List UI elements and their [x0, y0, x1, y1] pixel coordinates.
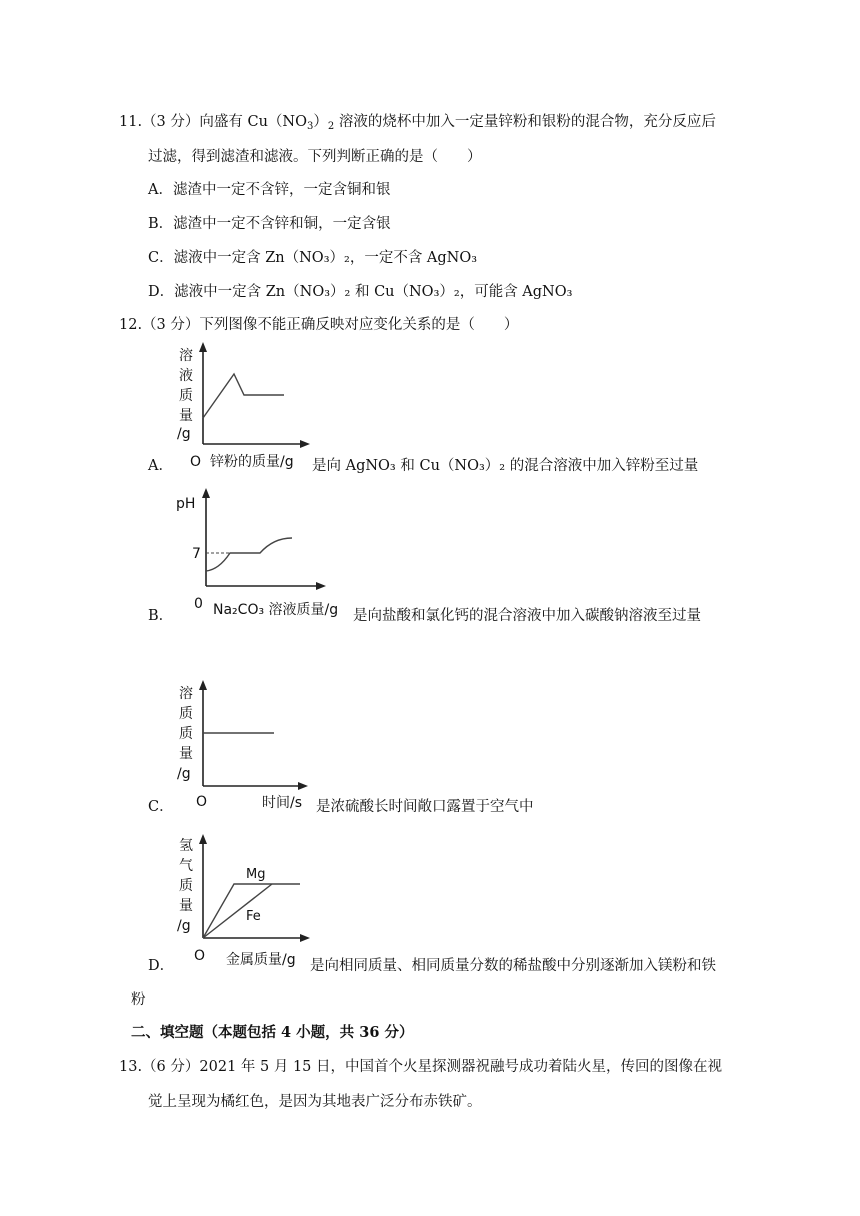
- q12-option-c-desc: 是浓硫酸长时间敞口露置于空气中: [316, 799, 534, 815]
- graph-c-ylabel-4: 量: [179, 746, 193, 762]
- graph-c-ylabel-5: /g: [177, 766, 191, 782]
- graph-a-ylabel-4: 量: [179, 408, 193, 424]
- graph-a-ylabel-2: 液: [179, 368, 193, 384]
- section-2-heading: 二、填空题（本题包括 4 小题，共 36 分）: [131, 1024, 414, 1041]
- q11-stem-line2: 过滤，得到滤渣和滤液。下列判断正确的是（ ）: [148, 149, 482, 165]
- q12-option-c-letter: C．: [148, 799, 174, 815]
- graph-a-ylabel-5: /g: [177, 426, 191, 442]
- graph-c-origin: O: [196, 794, 208, 810]
- graph-d-ylabel-3: 质: [179, 878, 193, 894]
- graph-b-tick-7: 7: [192, 546, 201, 562]
- graph-d-ylabel-2: 气: [179, 858, 193, 874]
- graph-b: [172, 486, 332, 616]
- graph-d-mg-label: Mg: [246, 867, 266, 882]
- q11-option-b: B．滤渣中一定不含锌和铜，一定含银: [148, 216, 391, 232]
- q12-option-b-letter: B．: [148, 608, 174, 624]
- q11-option-a: A．滤渣中一定不含锌，一定含铜和银: [148, 182, 391, 198]
- q13-line2: 觉上呈现为橘红色，是因为其地表广泛分布赤铁矿。: [148, 1094, 482, 1110]
- q11-stem-line1: 11.（3 分）向盛有 $Cu(NO_3)_2$ 溶液的烧杯中加入一定量锌粉和银粉的混合物，充分反应后: [119, 114, 716, 132]
- graph-c-ylabel-2: 质: [179, 706, 193, 722]
- graph-a: [172, 340, 312, 470]
- graph-c-ylabel-1: 溶: [179, 686, 193, 702]
- q13-line1: 13.（6 分）2021 年 5 月 15 日，中国首个火星探测器祝融号成功着陆火星，传回的图像在视: [119, 1059, 723, 1075]
- q12-option-d-desc-cont: 粉: [131, 992, 146, 1008]
- q11-option-c: C．滤液中一定含 Zn（NO₃）₂，一定不含 AgNO₃: [148, 250, 478, 266]
- graph-d-ylabel-4: 量: [179, 898, 193, 914]
- graph-d-fe-curve: [203, 884, 272, 938]
- q12-stem: 12.（3 分）下列图像不能正确反映对应变化关系的是（ ）: [119, 317, 519, 333]
- q12-option-a-letter: A．: [148, 458, 173, 474]
- graph-b-xlabel: Na₂CO₃ 溶液质量/g: [213, 602, 339, 618]
- graph-a-ylabel-1: 溶: [179, 348, 193, 364]
- graph-c-xlabel: 时间/s: [262, 795, 303, 811]
- graph-d-ylabel-1: 氢: [179, 838, 193, 854]
- q11-option-d: D．滤液中一定含 Zn（NO₃）₂ 和 Cu（NO₃）₂，可能含 AgNO₃: [148, 284, 573, 300]
- graph-d-origin: O: [194, 948, 206, 964]
- graph-a-ylabel-3: 质: [179, 388, 193, 404]
- graph-a-curve: [203, 374, 284, 418]
- q12-option-a-desc: 是向 AgNO₃ 和 Cu（NO₃）₂ 的混合溶液中加入锌粉至过量: [312, 458, 699, 474]
- graph-b-origin: 0: [194, 596, 203, 612]
- graph-d-xlabel: 金属质量/g: [226, 952, 296, 968]
- graph-c-ylabel-3: 质: [179, 726, 193, 742]
- q12-option-d-letter: D．: [148, 958, 175, 974]
- graph-d-ylabel-5: /g: [177, 918, 191, 934]
- graph-d: [172, 832, 312, 962]
- graph-a-xlabel: 锌粉的质量/g: [210, 454, 294, 470]
- graph-b-ylabel: pH: [176, 496, 196, 512]
- q12-option-d-desc: 是向相同质量、相同质量分数的稀盐酸中分别逐渐加入镁粉和铁: [310, 958, 716, 974]
- graph-b-curve: [206, 538, 292, 571]
- q12-option-b-desc: 是向盐酸和氯化钙的混合溶液中加入碳酸钠溶液至过量: [353, 608, 701, 624]
- graph-a-origin: O: [190, 454, 202, 470]
- graph-d-fe-label: Fe: [246, 909, 261, 924]
